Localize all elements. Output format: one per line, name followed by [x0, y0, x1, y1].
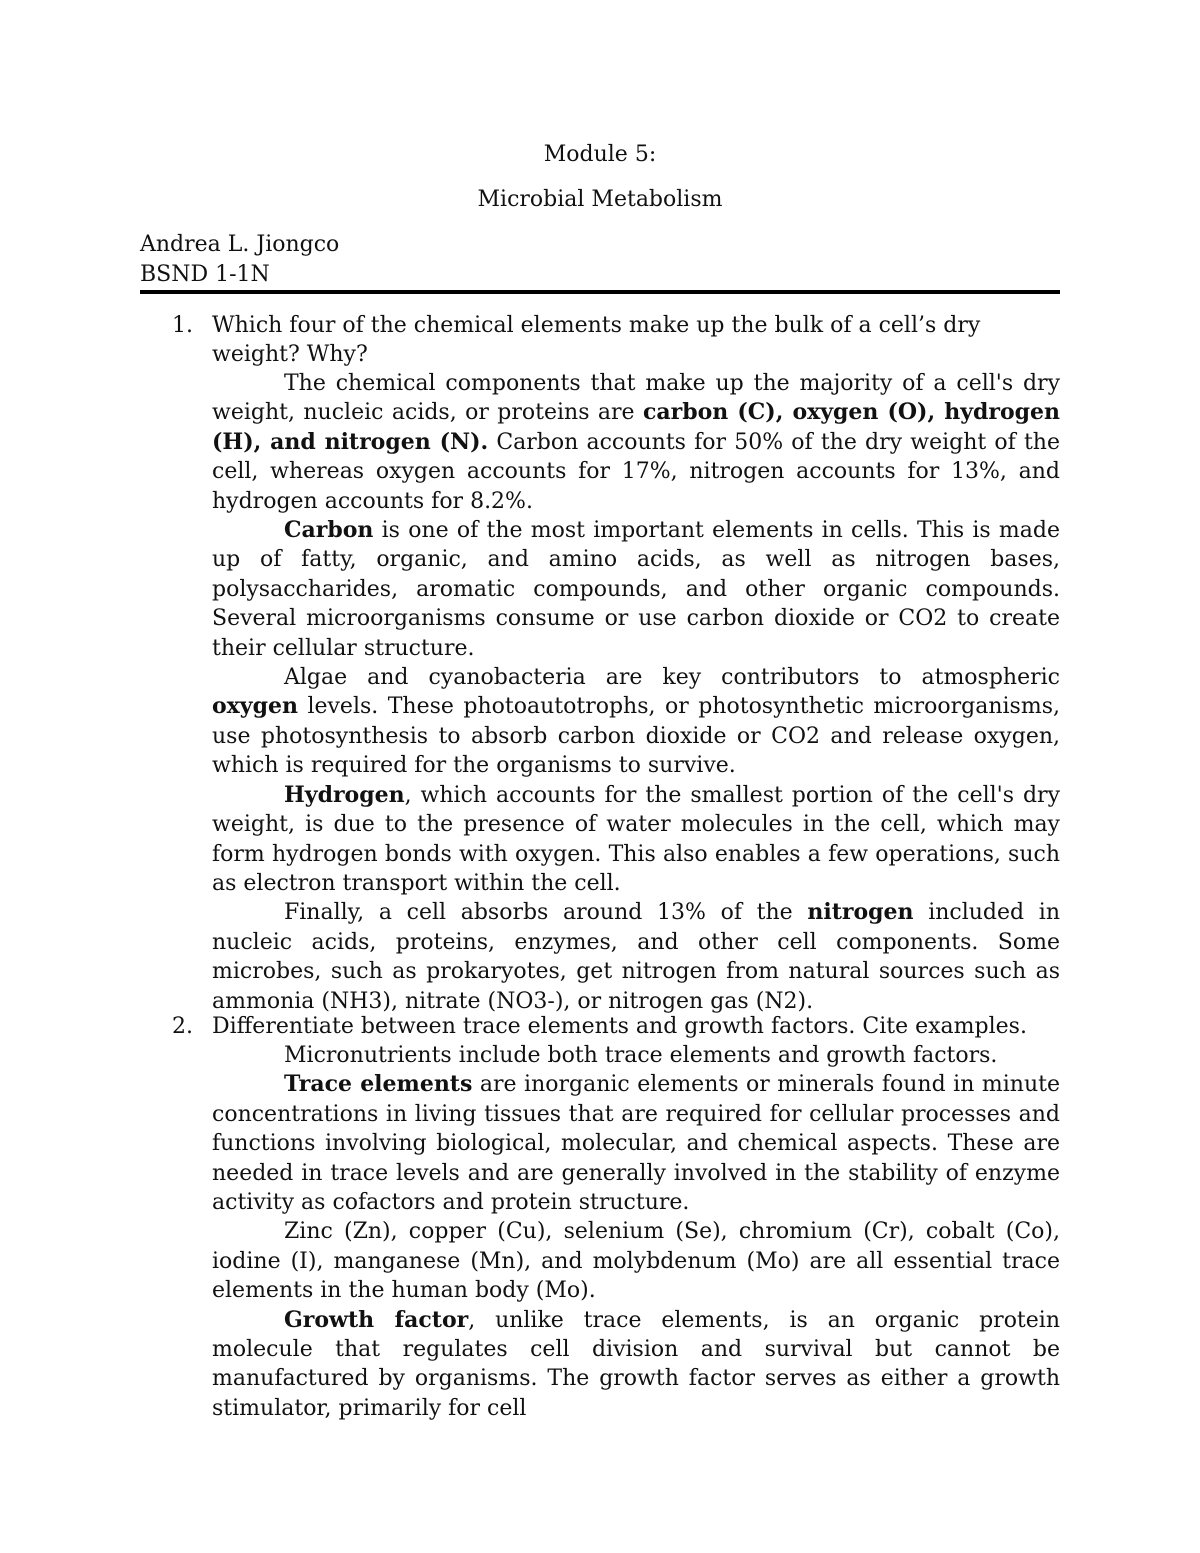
answer-paragraph — [212, 1306, 1060, 1424]
answer-paragraph — [212, 663, 1060, 781]
text-run: included in nucleic acids, proteins, enzymes, and other cell components. Some microbes, such as prokaryotes, get nitrogen from natural sources such as ammonia (NH3), nitrate (NO3-), or nitrogen gas (N2). — [212, 900, 1060, 1014]
text-run: The chemical components that make up the majority of a cell's dry weight, nucleic acids, or proteins are — [212, 371, 1060, 426]
bold-term: Trace elements — [284, 1071, 473, 1098]
bold-term: Growth factor — [284, 1306, 469, 1333]
text-run: , which accounts for the smallest portion of the cell's dry weight, is due to the presence of water molecules in the cell, which may form hydrogen bonds with oxygen. This also enables a few operations, such as electron transport within the cell. — [212, 782, 1060, 896]
answer-block — [212, 1041, 1060, 1423]
text-run: Finally, a cell absorbs around 13% of the — [284, 900, 808, 926]
text-run: are inorganic elements or minerals found in minute concentrations in living tissues that are required for cellular processes and functions involving biological, molecular, and chemical aspects. These are needed in trace levels and are generally involved in the stability of enzyme activity as cofactors and protein structure. — [212, 1072, 1060, 1216]
answer-paragraph — [212, 1217, 1060, 1305]
bold-term: oxygen — [212, 693, 298, 720]
answer-paragraph — [212, 1070, 1060, 1217]
text-run: , unlike trace elements, is an organic protein molecule that regulates cell division and survival but cannot be manufactured by organisms. The growth factor serves as either a growth stimulator, primarily for cell — [212, 1307, 1060, 1421]
text-run: levels. These photoautotrophs, or photosynthetic microorganisms, use photosynthesis to absorb carbon dioxide or CO2 and release oxygen, which is required for the organisms to survive. — [212, 694, 1060, 779]
author-name: Andrea L. Jiongco — [140, 232, 340, 257]
bold-term: carbon (C), oxygen (O), hydrogen (H), and nitrogen (N). — [212, 399, 1060, 455]
module-number: Module 5: — [543, 142, 657, 167]
answer-paragraph — [212, 898, 1060, 1016]
bold-term: nitrogen — [807, 899, 914, 926]
answer-paragraph — [212, 1041, 1060, 1070]
bold-term: Carbon — [284, 517, 374, 544]
answer-paragraph — [212, 516, 1060, 663]
module-title: Microbial Metabolism — [477, 187, 723, 212]
text-run: Zinc (Zn), copper (Cu), selenium (Se), chromium (Cr), cobalt (Co), iodine (I), manganese (Mn), and molybdenum (Mo) are all essential trace elements in the human body (Mo). — [212, 1219, 1060, 1304]
answer-block — [212, 369, 1060, 1016]
question-text: Which four of the chemical elements make up the bulk of a cell’s dry weight? Why? — [212, 313, 981, 368]
question-number: 2. — [172, 1014, 193, 1039]
text-run: is one of the most important elements in cells. This is made up of fatty, organic, and amino acids, as well as nitrogen bases, polysaccharides, aromatic compounds, and other organic compounds. Several microorganisms consume or use carbon dioxide or CO2 to create their cellular structure. — [212, 518, 1060, 661]
text-run: Carbon accounts for 50% of the dry weight of the cell, whereas oxygen accounts for 17%, nitrogen accounts for 13%, and hydrogen accounts for 8.2%. — [212, 429, 1060, 514]
question-number: 1. — [172, 313, 193, 338]
answer-paragraph — [212, 369, 1060, 516]
bold-term: Hydrogen — [284, 781, 405, 808]
text-run: Algae and cyanobacteria are key contributors to atmospheric — [284, 665, 1060, 691]
answer-paragraph — [212, 781, 1060, 899]
author-section: BSND 1-1N — [140, 262, 270, 287]
question-text: Differentiate between trace elements and growth factors. Cite examples. — [212, 1014, 1027, 1039]
text-run: Micronutrients include both trace elements and growth factors. — [284, 1043, 998, 1068]
header-divider — [140, 290, 1060, 294]
